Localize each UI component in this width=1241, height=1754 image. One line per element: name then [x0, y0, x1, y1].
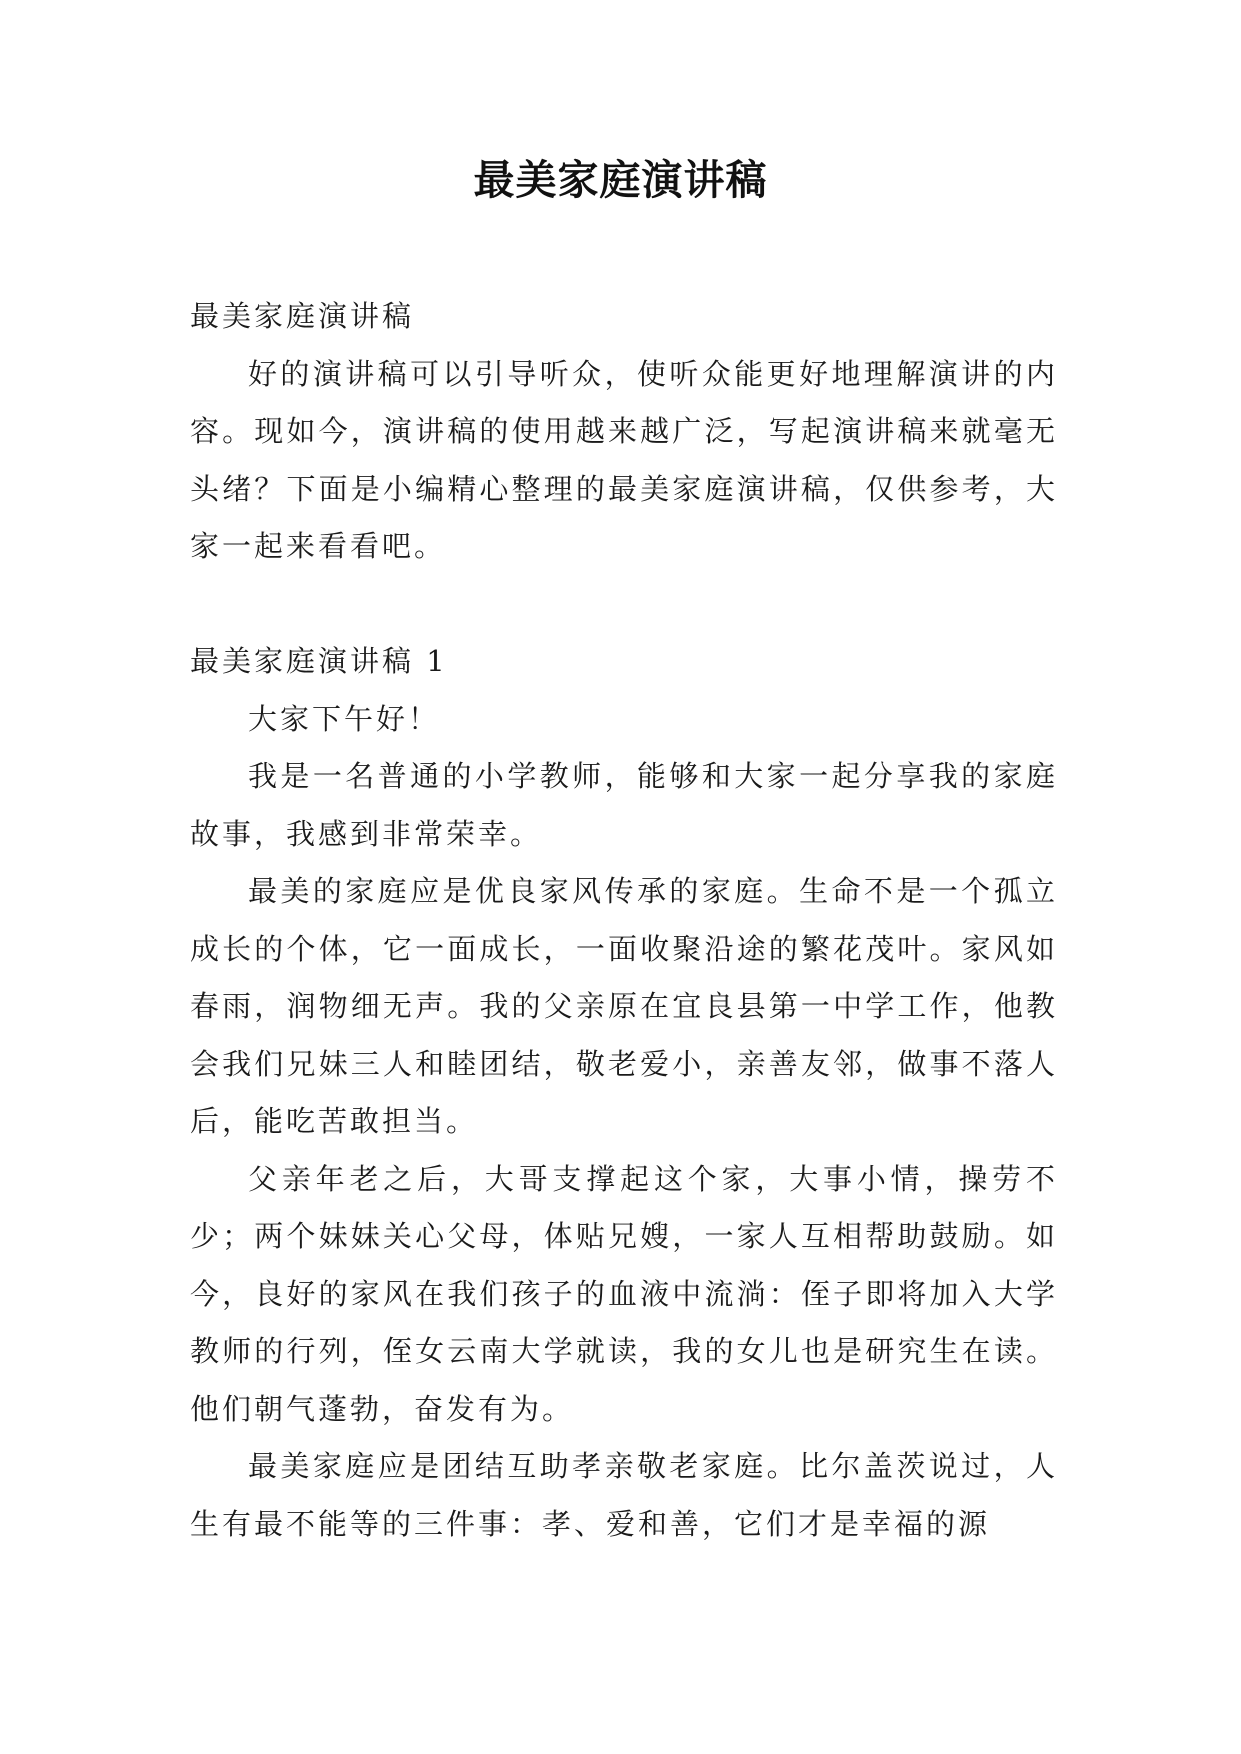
paragraph-greeting: 大家下午好！	[248, 701, 441, 736]
section-spacer	[190, 576, 1058, 634]
paragraph: 父亲年老之后，大哥支撑起这个家，大事小情，操劳不少；两个妹妹关心父母，体贴兄嫂，一家人互相帮助鼓励。如今，良好的家风在我们孩子的血液中流淌：侄子即将加入大学教师的行列，侄女云南大学就读，我的女儿也是研究生在读。他们朝气蓬勃，奋发有为。	[190, 1161, 1058, 1426]
paragraph: 我是一名普通的小学教师，能够和大家一起分享我的家庭故事，我感到非常荣幸。	[190, 759, 1058, 851]
intro-paragraph: 好的演讲稿可以引导听众，使听众能更好地理解演讲的内容。现如今，演讲稿的使用越来越广泛，写起演讲稿来就毫无头绪？下面是小编精心整理的最美家庭演讲稿，仅供参考，大家一起来看看吧。	[190, 356, 1058, 563]
paragraph: 最美家庭应是团结互助孝亲敬老家庭。比尔盖茨说过，人生有最不能等的三件事：孝、爱和善，它们才是幸福的源	[190, 1449, 1058, 1541]
paragraph: 最美的家庭应是优良家风传承的家庭。生命不是一个孤立成长的个体，它一面成长，一面收聚沿途的繁花茂叶。家风如春雨，润物细无声。我的父亲原在宜良县第一中学工作，他教会我们兄妹三人和睦团结，敬老爱小，亲善友邻，做事不落人后，能吃苦敢担当。	[190, 874, 1058, 1138]
section-heading: 最美家庭演讲稿 1	[190, 644, 448, 678]
document-title: 最美家庭演讲稿	[473, 156, 768, 204]
document-subtitle: 最美家庭演讲稿	[190, 299, 415, 333]
document-body	[190, 288, 1058, 1553]
